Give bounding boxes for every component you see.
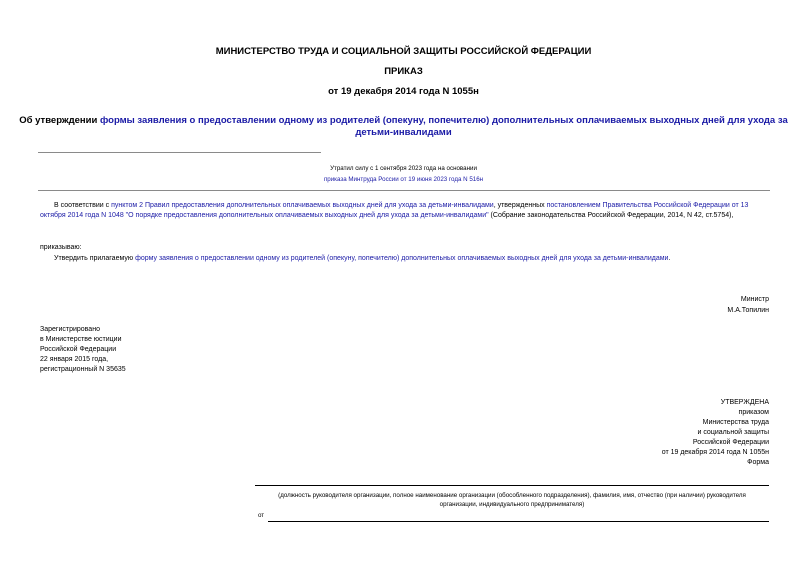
signer-position: Министр: [740, 296, 769, 303]
status-divider: [38, 190, 770, 191]
approve-paragraph: Утвердить прилагаемую форму заявления о предоставлении одному из родителей (опекуну, попечителю) дополнительных оплачиваемых выходных дней для ухода за детьми-инвалидами.: [54, 255, 671, 262]
title-form-link[interactable]: формы заявления о предоставлении одному из родителей (опекуну, попечителю) дополнительных оплачиваемых выходных дней для ухода за: [99, 115, 788, 126]
status-repeal-link[interactable]: приказа Минтруда России от 19 июня 2023 года N 516н: [323, 176, 484, 183]
document-title: [0, 115, 807, 139]
approval-line: Российской Федерации: [692, 439, 769, 446]
status-text: Утратил силу с 1 сентября 2023 года на основании: [330, 165, 477, 172]
registration-line: Российской Федерации: [40, 346, 117, 353]
registration-block: [40, 325, 126, 375]
registration-line: 22 января 2015 года,: [40, 356, 109, 363]
resolution-link[interactable]: постановлением Правительства Российской Федерации от 13: [546, 202, 749, 209]
registration-line: Зарегистрировано: [40, 326, 100, 333]
approval-line: Министерства труда: [702, 419, 769, 426]
ministry-heading: МИНИСТЕРСТВО ТРУДА И СОЦИАЛЬНОЙ ЗАЩИТЫ РОССИЙСКОЙ ФЕДЕРАЦИИ: [215, 46, 592, 57]
order-word: приказываю:: [40, 244, 82, 251]
approval-line: и социальной защиты: [697, 429, 769, 436]
approval-line: Форма: [747, 459, 769, 466]
signer-name: М.А.Топилин: [727, 307, 769, 314]
title-divider: [38, 152, 321, 153]
approved-form-link[interactable]: форму заявления о предоставлении одному из родителей (опекуну, попечителю) дополнительных оплачиваемых выходных дней для ухода за детьми-инвалидами: [135, 255, 669, 262]
registration-line: регистрационный N 35635: [40, 366, 126, 373]
form-from-label: от: [258, 512, 265, 519]
doc-date-number: от 19 декабря 2014 года N 1055н: [328, 86, 479, 97]
preamble-paragraph: В соответствии с пунктом 2 Правил предоставления дополнительных оплачиваемых выходных дней для ухода за детьми-инвалидами, утвержденных постановлением Правительства Российской Федерации от 13 октября 2014 года N 1048 "О порядке предоставления дополнительных оплачиваемых выходных дней для ухода за детьми-инвалидами" (Собрание законодательства Российской Федерации, 2014, N 42, ст.5754),: [40, 202, 749, 219]
approval-stamp-block: [662, 398, 769, 468]
form-recipient-line: [255, 485, 769, 486]
resolution-link-cont[interactable]: октября 2014 года N 1048 "О порядке предоставления дополнительных оплачиваемых выходных дней для ухода за детьми-инвалидами": [40, 212, 489, 219]
form-from-line[interactable]: [268, 521, 769, 522]
registration-line: в Министерстве юстиции: [40, 336, 122, 343]
form-recipient-caption: (должность руководителя организации, полное наименование организации (обособленного подразделения), фамилия, имя, отчество (при наличии) руководителя организации, индивидуального предпринимателя): [278, 492, 746, 508]
rules-link[interactable]: пунктом 2 Правил предоставления дополнительных оплачиваемых выходных дней для ухода за детьми-инвалидами: [111, 202, 494, 209]
doc-type-heading: ПРИКАЗ: [384, 66, 423, 77]
approval-line: УТВЕРЖДЕНА: [720, 399, 769, 406]
approval-line: от 19 декабря 2014 года N 1055н: [661, 449, 769, 456]
title-prefix: Об утверждении: [19, 115, 100, 126]
approval-line: приказом: [738, 409, 769, 416]
title-form-link-cont[interactable]: детьми-инвалидами: [355, 127, 452, 138]
